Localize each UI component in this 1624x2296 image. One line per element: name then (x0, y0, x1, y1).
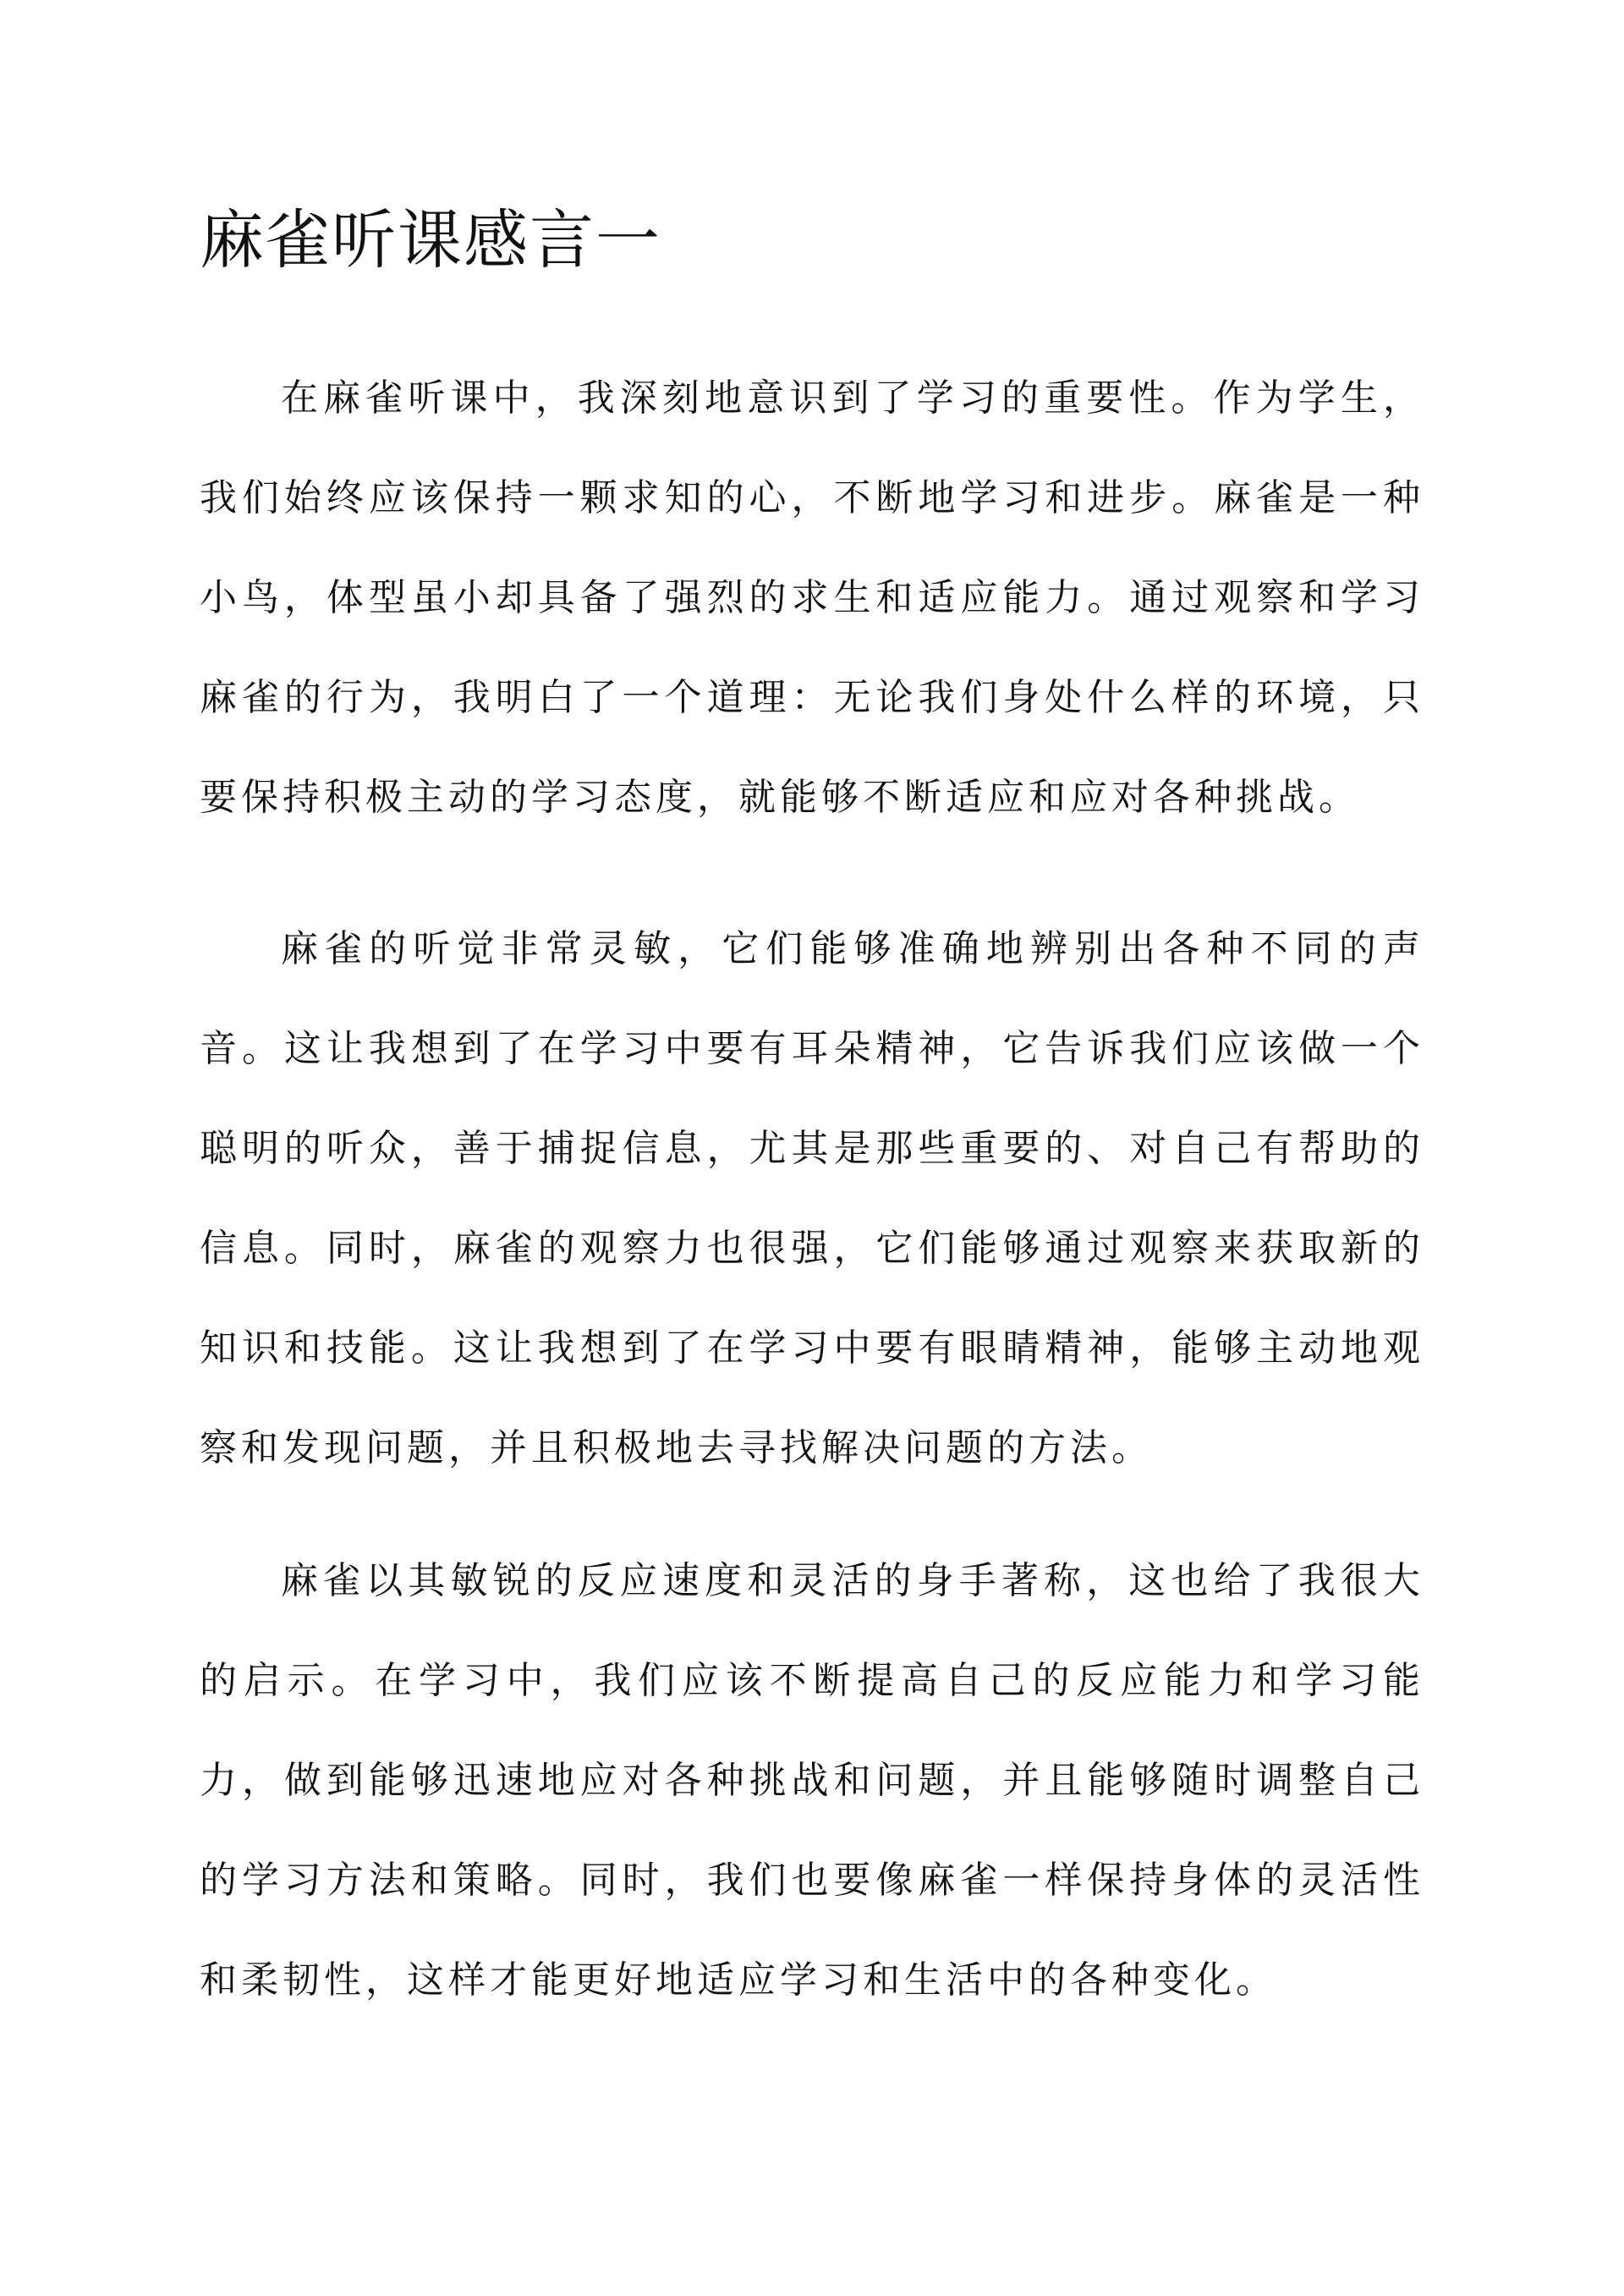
document-title: 麻雀听课感言一 (200, 202, 661, 277)
paragraph-3: 麻雀以其敏锐的反应速度和灵活的身手著称，这也给了我很大的启示。在学习中，我们应该不断提高自己的反应能力和学习能力，做到能够迅速地应对各种挑战和问题，并且能够随时调整自己的学习方法和策略。同时，我们也要像麻雀一样保持身体的灵活性和柔韧性，这样才能更好地适应学习和生活中的各种变化。 (200, 1559, 1424, 2002)
paragraph-2: 麻雀的听觉非常灵敏，它们能够准确地辨别出各种不同的声音。这让我想到了在学习中要有耳朵精神，它告诉我们应该做一个聪明的听众，善于捕捉信息，尤其是那些重要的、对自己有帮助的信息。同时，麻雀的观察力也很强，它们能够通过观察来获取新的知识和技能。这让我想到了在学习中要有眼睛精神，能够主动地观察和发现问题，并且积极地去寻找解决问题的方法。 (200, 927, 1424, 1469)
paragraph-1: 在麻雀听课中，我深刻地意识到了学习的重要性。作为学生，我们始终应该保持一颗求知的心，不断地学习和进步。麻雀是一种小鸟，体型虽小却具备了强烈的求生和适应能力。通过观察和学习麻雀的行为，我明白了一个道理：无论我们身处什么样的环境，只要保持积极主动的学习态度，就能够不断适应和应对各种挑战。 (200, 376, 1424, 819)
